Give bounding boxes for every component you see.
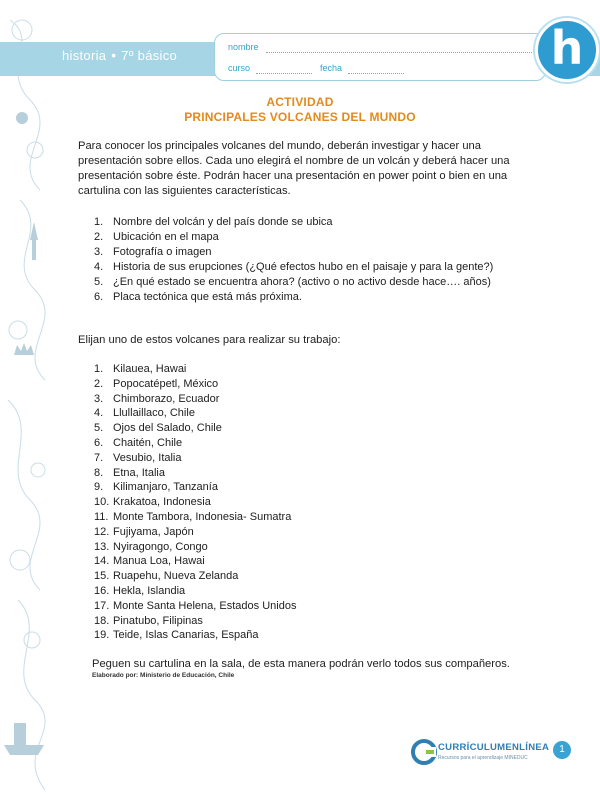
course-field[interactable] (256, 73, 312, 74)
name-label: nombre (228, 42, 259, 52)
closing-paragraph: Peguen su cartulina en la sala, de esta manera podrán verlo todos sus compañeros. (92, 658, 510, 670)
requirement-item: 3. Fotografía o imagen (94, 246, 212, 258)
volcano-item: 19. Teide, Islas Canarias, España (94, 629, 259, 642)
volcano-item: 12. Fujiyama, Japón (94, 525, 194, 538)
volcano-item: 1. Kilauea, Hawai (94, 363, 187, 375)
volcano-list (78, 362, 296, 643)
name-field[interactable] (266, 52, 534, 53)
volcano-item: 16. Hekla, Islandia (94, 584, 186, 597)
date-label: fecha (320, 63, 343, 73)
volcano-item: 7. Vesubio, Italia (94, 451, 182, 464)
volcano-item: 8. Etna, Italia (94, 466, 165, 479)
volcano-item: 14. Manua Loa, Hawai (94, 555, 205, 568)
volcano-item: 4. Llullaillaco, Chile (94, 407, 195, 420)
requirement-item: 4. Historia de sus erupciones (¿Qué efectos hubo en el paisaje y para la gente?) (94, 261, 494, 273)
credit-line: Elaborado por: Ministerio de Educación, Chile (92, 672, 235, 679)
activity-subtitle: PRINCIPALES VOLCANES DEL MUNDO (184, 110, 416, 124)
requirement-item: 6. Placa tectónica que está más próxima. (94, 291, 302, 303)
requirement-item: 2. Ubicación en el mapa (94, 231, 219, 243)
curriculum-brand: CURRÍCULUMENLÍNEA (438, 742, 550, 753)
subject-label: historia (62, 48, 107, 63)
intro-paragraph: Para conocer los principales volcanes del mundo, deberán investigar y hacer una presentación sobre ellos. Cada uno elegirá el nombre de un volcán y deberá hacer una presentación sobre éste. Podrán hacer una presentación en power point o bien en una cartulina con las siguientes características. (78, 140, 510, 197)
volcano-item: 11. Monte Tambora, Indonesia- Sumatra (94, 510, 292, 523)
volcano-item: 18. Pinatubo, Filipinas (94, 614, 203, 627)
requirements-list (78, 215, 493, 305)
volcano-item: 6. Chaitén, Chile (94, 436, 183, 449)
course-label: curso (228, 63, 251, 73)
volcano-item: 10. Krakatoa, Indonesia (94, 496, 211, 509)
historia-logo: h (535, 18, 599, 82)
volcano-item: 2. Popocatépetl, México (94, 377, 219, 390)
volcano-item: 9. Kilimanjaro, Tanzanía (94, 481, 218, 494)
volcano-item: 17. Monte Santa Helena, Estados Unidos (94, 599, 297, 612)
choose-instruction: Elijan uno de estos volcanes para realizar su trabajo: (78, 334, 341, 346)
curriculum-tagline: Recursos para el aprendizaje MINEDUC (438, 755, 528, 761)
activity-title: ACTIVIDAD (266, 95, 334, 109)
volcano-item: 15. Ruapehu, Nueva Zelanda (94, 570, 239, 583)
subject-title (62, 48, 177, 63)
page-number: 1 (553, 741, 571, 759)
grade-label: 7º básico (121, 48, 178, 63)
date-field[interactable] (348, 73, 404, 74)
title-separator: • (111, 48, 117, 63)
volcano-item: 5. Ojos del Salado, Chile (94, 422, 222, 435)
requirement-item: 5. ¿En qué estado se encuentra ahora? (activo o no activo desde hace…. años) (94, 276, 491, 288)
volcano-item: 13. Nyiragongo, Congo (94, 540, 208, 553)
volcano-item: 3. Chimborazo, Ecuador (94, 392, 220, 405)
requirement-item: 1. Nombre del volcán y del país donde se ubica (94, 216, 333, 228)
